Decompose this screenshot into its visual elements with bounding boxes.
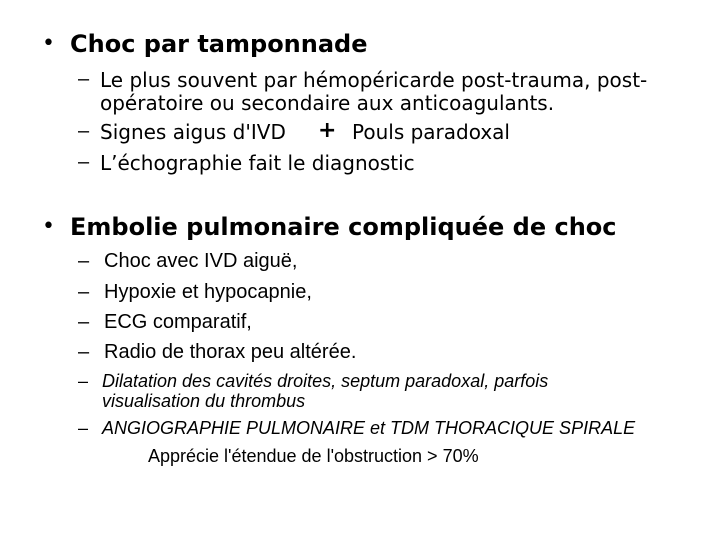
dash-1-3: – <box>78 151 90 173</box>
dash-2-6: – <box>78 418 89 438</box>
bullet-2: • <box>42 214 55 239</box>
dash-2-4: – <box>78 341 90 363</box>
dash-2-1: – <box>78 250 90 272</box>
item-ecg: ECG comparatif, <box>104 311 252 333</box>
item-pouls-paradoxal: Pouls paradoxal <box>352 120 510 144</box>
item-radio-thorax: Radio de thorax peu altérée. <box>104 341 357 363</box>
item-dilatation-line2: visualisation du thrombus <box>102 391 306 411</box>
item-echographie: L’échographie fait le diagnostic <box>100 151 415 175</box>
bullet-1: • <box>42 31 55 56</box>
item-tamponnade-cause-line2: opératoire ou secondaire aux anticoagulants. <box>100 91 555 115</box>
dash-2-5: – <box>78 371 89 391</box>
dash-2-2: – <box>78 281 90 303</box>
dash-2-3: – <box>78 311 90 333</box>
note-obstruction: Apprécie l'étendue de l'obstruction > 70% <box>148 446 479 466</box>
plus-sign: + <box>318 118 337 143</box>
item-signes-ivd: Signes aigus d'IVD <box>100 120 286 144</box>
dash-1-2: – <box>78 120 90 142</box>
item-dilatation-line1: Dilatation des cavités droites, septum paradoxal, parfois <box>102 371 549 391</box>
item-choc-ivd: Choc avec IVD aiguë, <box>104 250 298 272</box>
section-title-embolie: Embolie pulmonaire compliquée de choc <box>70 213 617 241</box>
section-title-tamponnade: Choc par tamponnade <box>70 30 368 58</box>
item-tamponnade-cause-line1: Le plus souvent par hémopéricarde post-trauma, post- <box>100 68 648 92</box>
item-hypoxie: Hypoxie et hypocapnie, <box>104 281 312 303</box>
dash-1-1: – <box>78 68 90 90</box>
item-angiographie: ANGIOGRAPHIE PULMONAIRE et TDM THORACIQUE SPIRALE <box>102 418 636 438</box>
